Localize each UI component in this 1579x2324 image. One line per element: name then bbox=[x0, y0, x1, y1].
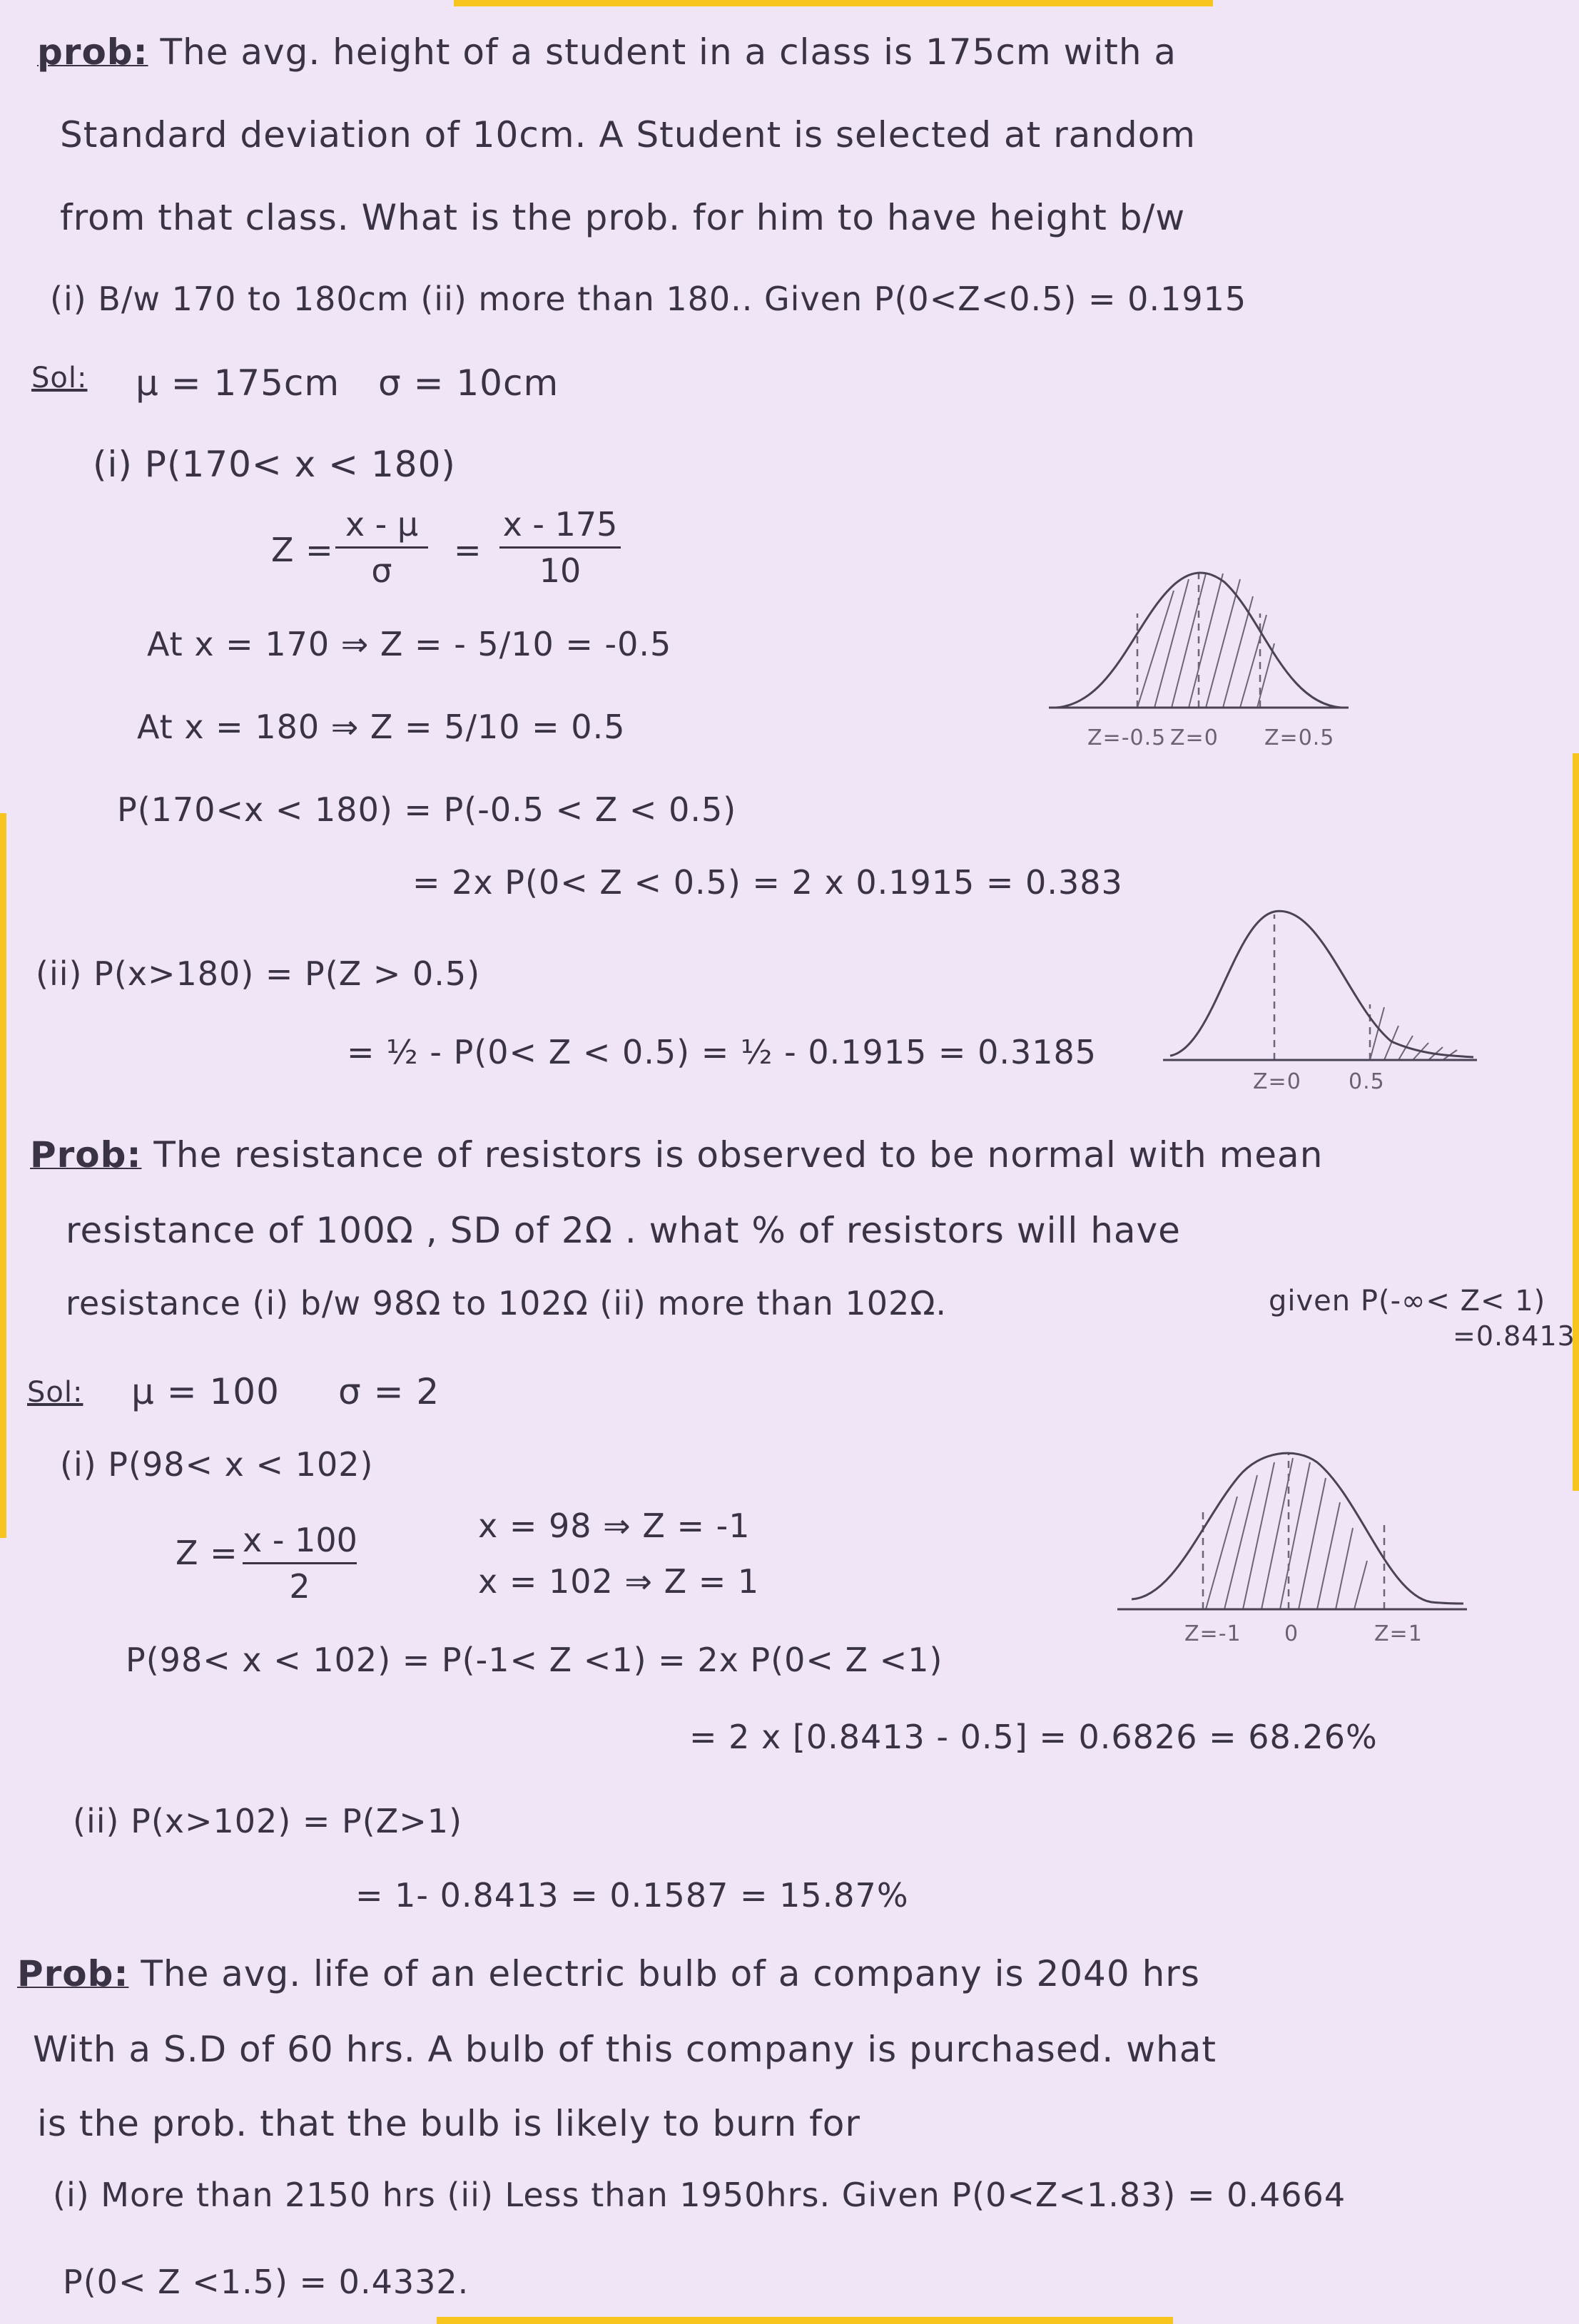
problem2-text-3: resistance (i) b/w 98Ω to 102Ω (ii) more than 102Ω. bbox=[66, 1284, 948, 1322]
problem1-at-170: At x = 170 ⇒ Z = - 5/10 = -0.5 bbox=[147, 625, 672, 663]
problem1-part1: (i) P(170< x < 180) bbox=[93, 444, 456, 485]
normal-curve-graph-3 bbox=[1117, 1434, 1467, 1626]
problem3-text-5: P(0< Z <1.5) = 0.4332. bbox=[63, 2263, 469, 2301]
graph1-label-3: Z=0.5 bbox=[1264, 725, 1335, 750]
graph2-label-1: Z=0 bbox=[1253, 1069, 1301, 1094]
problem1-result1-line1: P(170<x < 180) = P(-0.5 < Z < 0.5) bbox=[117, 790, 737, 829]
problem2-z-eq: Z = bbox=[176, 1534, 238, 1572]
problem1-at-180: At x = 180 ⇒ Z = 5/10 = 0.5 bbox=[137, 708, 626, 746]
graph1-label-2: Z=0 bbox=[1170, 725, 1219, 750]
graph2-label-2: 0.5 bbox=[1349, 1069, 1385, 1094]
problem1-part2: (ii) P(x>180) = P(Z > 0.5) bbox=[36, 954, 481, 993]
graph1-label-1: Z=-0.5 bbox=[1087, 725, 1167, 750]
problem2-z-frac bbox=[243, 1521, 357, 1606]
problem1-line1 bbox=[37, 31, 1177, 73]
problem2-result2: = 1- 0.8413 = 0.1587 = 15.87% bbox=[355, 1876, 909, 1915]
problem3-text-2: With a S.D of 60 hrs. A bulb of this company is purchased. what bbox=[33, 2029, 1217, 2070]
normal-curve-graph-2 bbox=[1163, 906, 1477, 1070]
problem1-z-frac1-num: x - μ bbox=[345, 505, 419, 544]
bell-curve-3 bbox=[1132, 1453, 1463, 1604]
hatch-area-3 bbox=[1206, 1458, 1367, 1609]
problem1-z-eq2: = bbox=[454, 531, 482, 569]
highlight-left bbox=[0, 813, 6, 1538]
problem2-result1-line1: P(98< x < 102) = P(-1< Z <1) = 2x P(0< Z <1) bbox=[126, 1641, 943, 1679]
problem2-part2: (ii) P(x>102) = P(Z>1) bbox=[73, 1802, 463, 1840]
normal-curve-graph-1 bbox=[1049, 542, 1349, 756]
problem2-text-2: resistance of 100Ω , SD of 2Ω . what % of resistors will have bbox=[66, 1210, 1181, 1251]
graph3-label-2: 0 bbox=[1284, 1621, 1299, 1646]
graph3-label-1: Z=-1 bbox=[1184, 1621, 1242, 1646]
problem3-line1 bbox=[17, 1953, 1200, 1994]
problem1-text-4: (i) B/w 170 to 180cm (ii) more than 180.. Given P(0<Z<0.5) = 0.1915 bbox=[50, 280, 1247, 318]
hatch-area-1 bbox=[1137, 574, 1274, 708]
problem1-z-frac1 bbox=[335, 505, 428, 590]
highlight-bottom bbox=[437, 2317, 1173, 2324]
problem3-text-1: The avg. life of an electric bulb of a company is 2040 hrs bbox=[141, 1953, 1200, 1994]
problem2-part1: (i) P(98< x < 102) bbox=[60, 1445, 374, 1484]
problem1-z-eq: Z = bbox=[271, 531, 334, 569]
problem1-z-frac1-den: σ bbox=[371, 551, 392, 590]
problem1-sigma: σ = 10cm bbox=[378, 362, 559, 404]
problem1-z-frac2-den: 10 bbox=[539, 551, 582, 590]
highlight-right bbox=[1573, 753, 1579, 1491]
problem2-label: Prob: bbox=[30, 1134, 142, 1176]
problem1-text-1: The avg. height of a student in a class is 175cm with a bbox=[160, 31, 1177, 73]
problem2-sub-102: x = 102 ⇒ Z = 1 bbox=[478, 1562, 760, 1601]
problem2-given: given P(-∞< Z< 1) bbox=[1269, 1285, 1546, 1318]
problem2-sub-98: x = 98 ⇒ Z = -1 bbox=[478, 1507, 751, 1545]
problem2-sol-label: Sol: bbox=[27, 1376, 83, 1409]
problem2-sigma: σ = 2 bbox=[338, 1371, 440, 1412]
problem2-given-value: =0.8413 bbox=[1453, 1320, 1575, 1352]
problem2-result1-line2: = 2 x [0.8413 - 0.5] = 0.6826 = 68.26% bbox=[689, 1718, 1378, 1756]
problem1-text-2: Standard deviation of 10cm. A Student is selected at random bbox=[60, 114, 1197, 156]
problem2-text-1: The resistance of resistors is observed to be normal with mean bbox=[153, 1134, 1324, 1176]
problem2-line1 bbox=[30, 1134, 1324, 1176]
problem1-label: prob: bbox=[37, 31, 148, 73]
problem1-text-3: from that class. What is the prob. for him to have height b/w bbox=[60, 197, 1186, 238]
bell-curve-2 bbox=[1170, 911, 1473, 1057]
graph3-label-3: Z=1 bbox=[1374, 1621, 1423, 1646]
problem1-mu: μ = 175cm bbox=[136, 362, 340, 404]
problem3-text-4: (i) More than 2150 hrs (ii) Less than 1950hrs. Given P(0<Z<1.83) = 0.4664 bbox=[53, 2176, 1346, 2214]
highlight-top bbox=[454, 0, 1213, 6]
problem3-label: Prob: bbox=[17, 1953, 129, 1994]
problem3-text-3: is the prob. that the bulb is likely to burn for bbox=[37, 2103, 860, 2144]
problem1-z-frac2 bbox=[499, 505, 621, 590]
problem2-z-den: 2 bbox=[289, 1567, 310, 1606]
problem1-result2: = ½ - P(0< Z < 0.5) = ½ - 0.1915 = 0.3185 bbox=[347, 1033, 1097, 1071]
problem2-mu: μ = 100 bbox=[131, 1371, 280, 1412]
problem2-z-num: x - 100 bbox=[243, 1521, 357, 1559]
problem1-z-frac2-num: x - 175 bbox=[502, 505, 618, 544]
problem1-sol-label: Sol: bbox=[31, 362, 88, 394]
problem1-result1-line2: = 2x P(0< Z < 0.5) = 2 x 0.1915 = 0.383 bbox=[412, 863, 1123, 902]
